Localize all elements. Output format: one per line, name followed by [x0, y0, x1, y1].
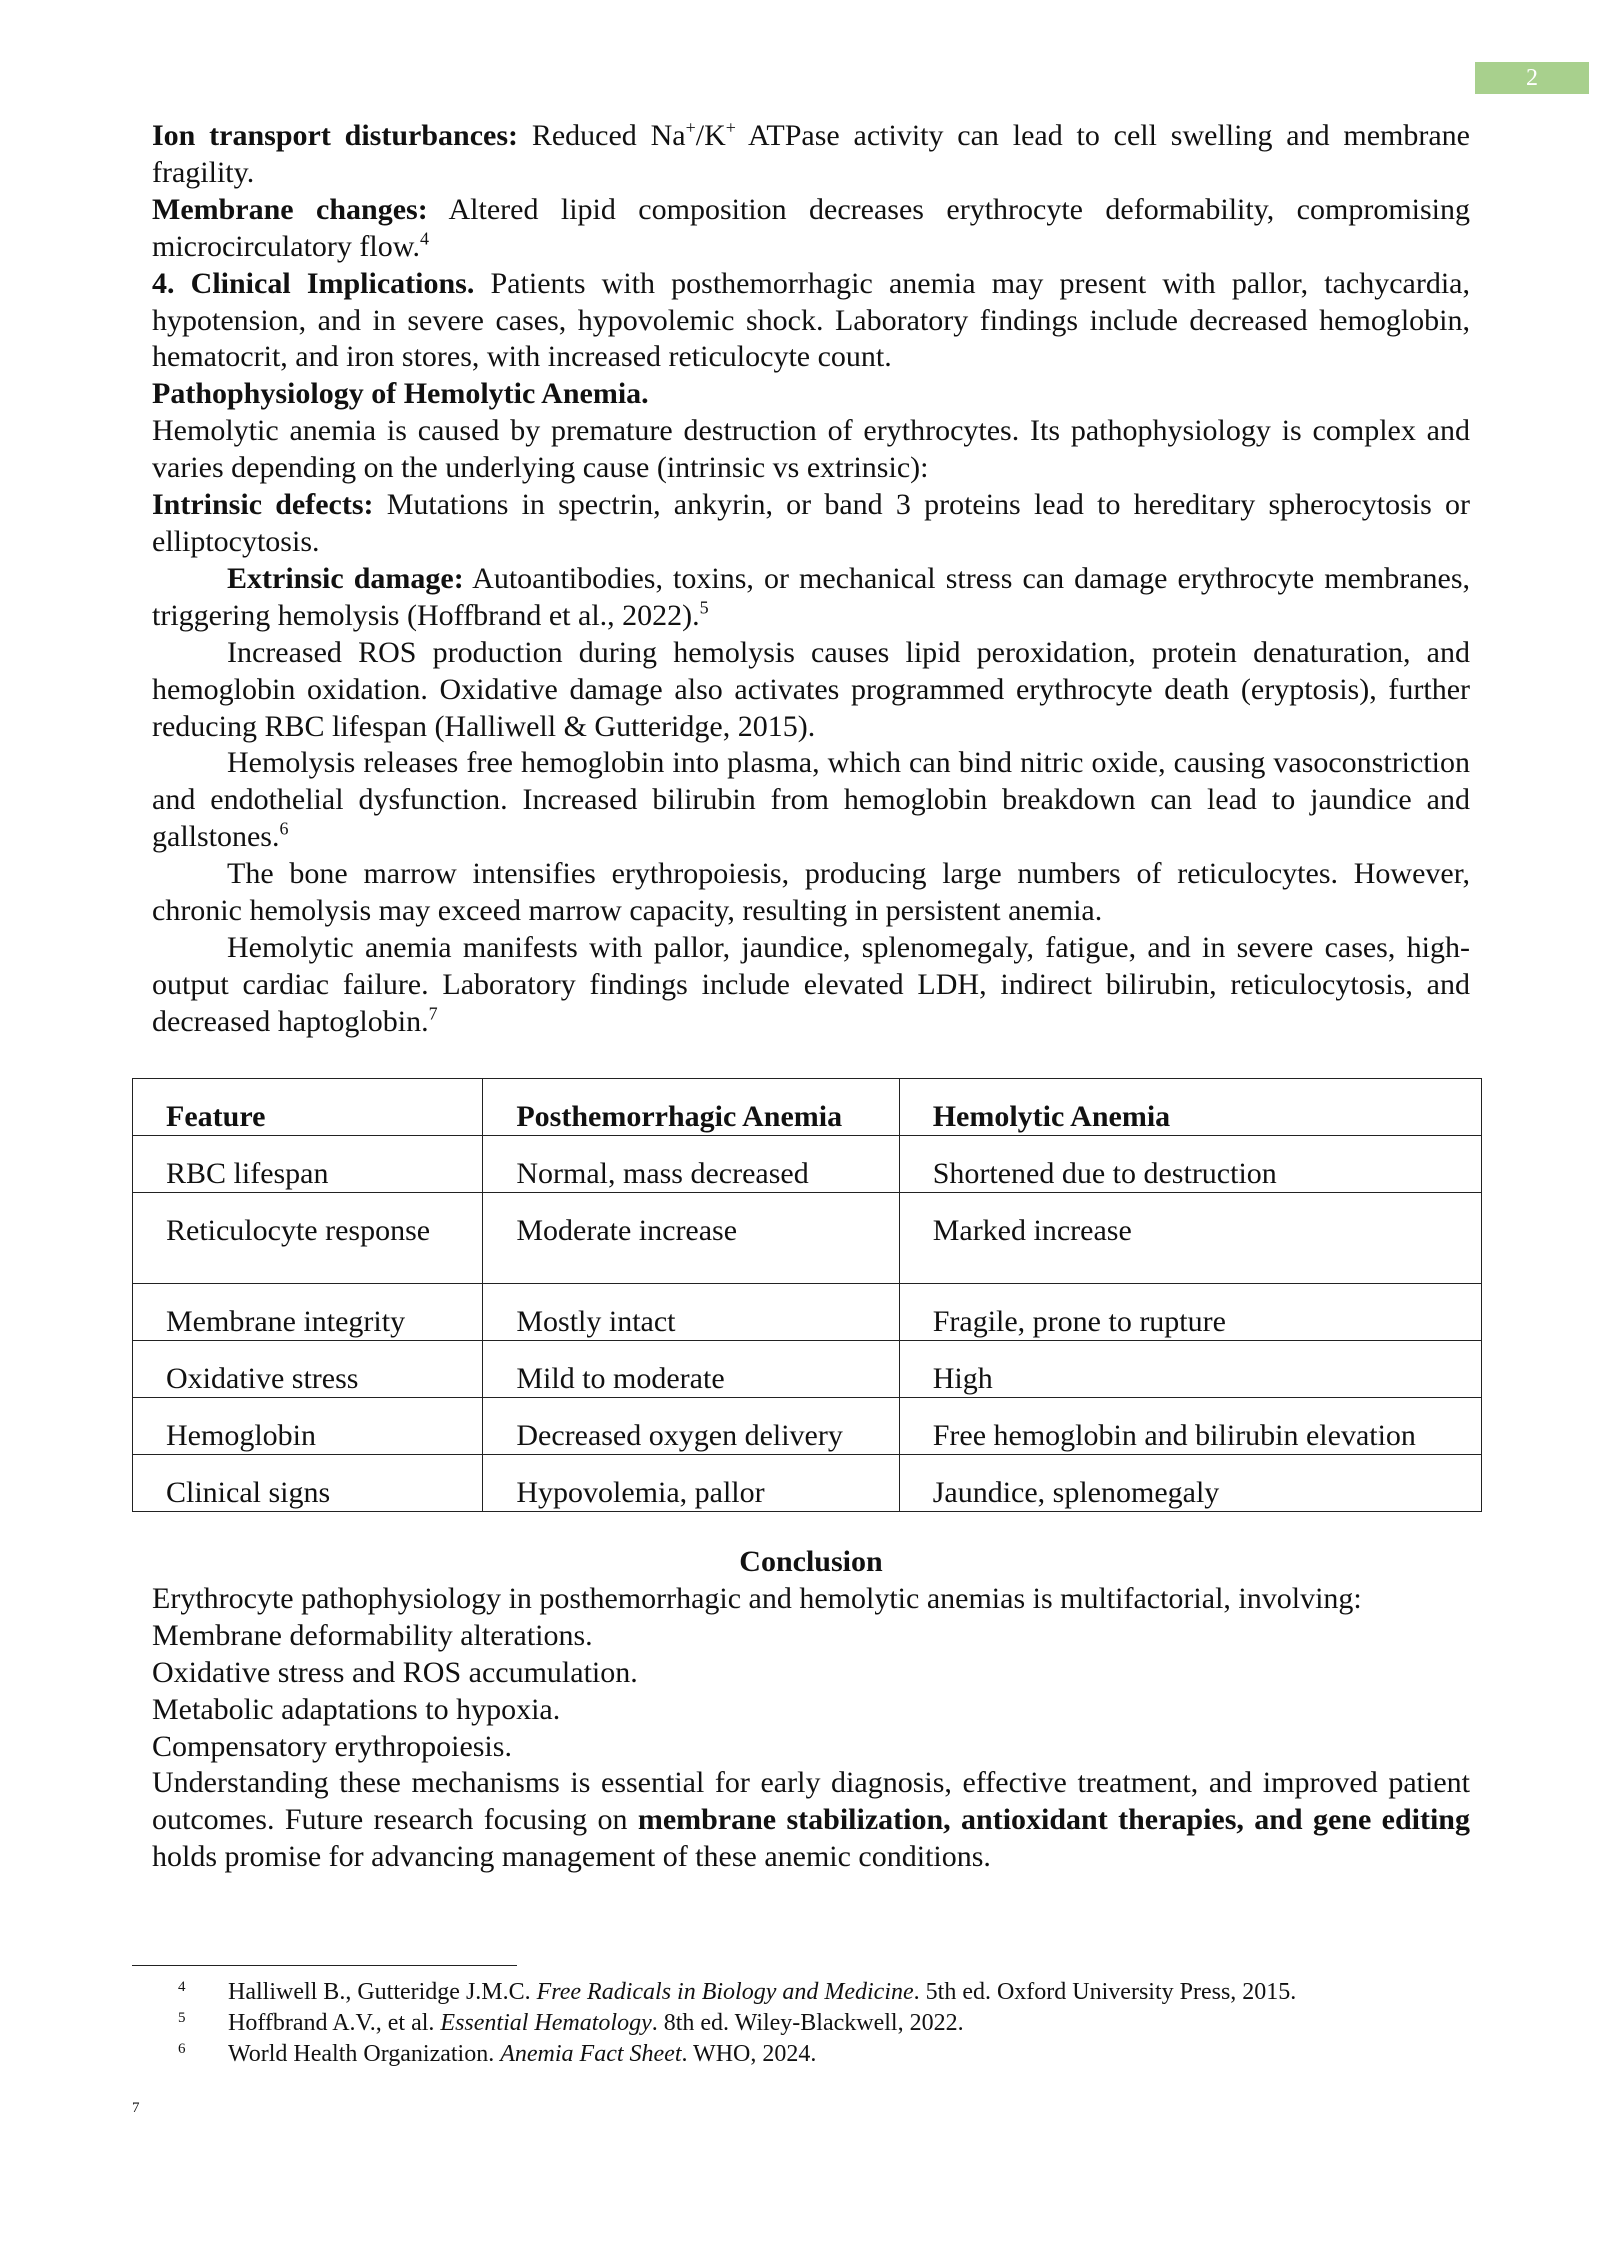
conclusion-point: Metabolic adaptations to hypoxia. — [152, 1692, 561, 1726]
conclusion-title: Conclusion — [739, 1545, 883, 1578]
paragraph-ion-transport — [152, 118, 1470, 192]
table-row — [133, 1193, 1482, 1284]
table-cell: Moderate increase — [483, 1193, 899, 1284]
conclusion-intro: Erythrocyte pathophysiology in posthemorrhagic and hemolytic anemias is multifactorial, involving: — [152, 1581, 1362, 1615]
comparison-table — [132, 1078, 1482, 1512]
ion-text-3: ATPase activity can lead to cell swelling and membrane fragility. — [152, 119, 1470, 189]
paragraph-intrinsic-defects — [152, 487, 1470, 561]
conclusion-section — [152, 1544, 1470, 1876]
body-text — [152, 118, 1470, 1041]
table-row — [133, 1398, 1482, 1455]
table-row — [133, 1341, 1482, 1398]
conclusion-closing: Understanding these mechanisms is essential for early diagnosis, effective treatment, and improved patient outcomes. Future research focusing on membrane stabilization, antioxidant therapies, and gene editing holds promise for advancing management of these anemic conditions. — [152, 1766, 1470, 1874]
table-header-row — [133, 1079, 1482, 1136]
footnote-mark-orphan: 7 — [132, 2100, 140, 2116]
paragraph-marrow: The bone marrow intensifies erythropoiesis, producing large numbers of reticulocytes. However, chronic hemolysis may exceed marrow capacity, resulting in persistent anemia. — [152, 857, 1470, 928]
ion-label: Ion transport disturbances: — [152, 119, 518, 152]
footnote-mark: 4 — [178, 1979, 186, 1995]
table-cell: Reticulocyte response — [133, 1193, 483, 1284]
table-cell: RBC lifespan — [133, 1136, 483, 1193]
membrane-label: Membrane changes: — [152, 192, 428, 226]
conclusion-point: Compensatory erythropoiesis. — [152, 1729, 512, 1763]
footnotes — [178, 1977, 1478, 2070]
table-cell: Mostly intact — [483, 1284, 899, 1341]
table-cell: Marked increase — [899, 1193, 1481, 1284]
table-header-cell: Hemolytic Anemia — [899, 1079, 1481, 1136]
hemolysis-text: Hemolysis releases free hemoglobin into plasma, which can bind nitric oxide, causing vasoconstriction and endothelial dysfunction. Increased bilirubin from hemoglobin breakdown can lead to jaundice and gallstones. — [152, 746, 1470, 854]
footnote-item — [178, 1977, 1478, 2008]
footnote-ref-4[interactable]: 4 — [419, 228, 429, 249]
table-cell: Clinical signs — [133, 1455, 483, 1512]
paragraph-hemolysis — [152, 745, 1470, 856]
membrane-text: Altered lipid composition decreases erythrocyte deformability, compromising microcirculatory flow. — [152, 192, 1470, 263]
footnote-ref-5[interactable]: 5 — [699, 597, 709, 618]
manifest-text: Hemolytic anemia manifests with pallor, jaundice, splenomegaly, fatigue, and in severe cases, high-output cardiac failure. Laboratory findings include elevated LDH, indirect bilirubin, reticulocytosis, and decreased haptoglobin. — [152, 930, 1470, 1038]
footnote-ref-6[interactable]: 6 — [279, 818, 289, 839]
paragraph-extrinsic-damage — [152, 561, 1470, 635]
footnote-item — [178, 2008, 1478, 2039]
extrinsic-label: Extrinsic damage: — [227, 561, 464, 595]
table-cell: Mild to moderate — [483, 1341, 899, 1398]
table-header-cell: Feature — [133, 1079, 483, 1136]
table-cell: Decreased oxygen delivery — [483, 1398, 899, 1455]
table-cell: Oxidative stress — [133, 1341, 483, 1398]
intrinsic-text: Mutations in spectrin, ankyrin, or band 3 proteins lead to hereditary spherocytosis or elliptocytosis. — [152, 488, 1470, 558]
ion-sup-2: + — [725, 117, 736, 138]
intrinsic-label: Intrinsic defects: — [152, 488, 374, 522]
page-number-badge: 2 — [1475, 62, 1589, 94]
paragraph-manifestations — [152, 930, 1470, 1041]
conclusion-point: Oxidative stress and ROS accumulation. — [152, 1655, 638, 1689]
table-cell: Hypovolemia, pallor — [483, 1455, 899, 1512]
ion-text-1: Reduced Na — [518, 119, 686, 152]
footnote-divider — [132, 1965, 517, 1966]
table-row — [133, 1284, 1482, 1341]
footnote-text: Hoffbrand A.V., et al. Essential Hematology. 8th ed. Wiley-Blackwell, 2022. — [228, 2010, 964, 2036]
footnote-text: World Health Organization. Anemia Fact Sheet. WHO, 2024. — [228, 2041, 817, 2067]
extrinsic-text: Autoantibodies, toxins, or mechanical stress can damage erythrocyte membranes, triggering hemolysis (Hoffbrand et al., 2022). — [152, 561, 1471, 632]
conclusion-point: Membrane deformability alterations. — [152, 1618, 593, 1652]
table-cell: Hemoglobin — [133, 1398, 483, 1455]
footnote-ref-7[interactable]: 7 — [428, 1003, 438, 1024]
paragraph-hemolytic-intro: Hemolytic anemia is caused by premature destruction of erythrocytes. Its pathophysiology is complex and varies depending on the underlying cause (intrinsic vs extrinsic): — [152, 414, 1470, 485]
table-cell: Shortened due to destruction — [899, 1136, 1481, 1193]
heading-hemolytic-pathophysiology: Pathophysiology of Hemolytic Anemia. — [152, 377, 649, 411]
ion-sup-1: + — [685, 117, 696, 138]
paragraph-membrane-changes — [152, 192, 1470, 266]
table-cell: Membrane integrity — [133, 1284, 483, 1341]
clinical-label: 4. Clinical Implications. — [152, 266, 475, 300]
table-row — [133, 1455, 1482, 1512]
table-cell: Free hemoglobin and bilirubin elevation — [899, 1398, 1481, 1455]
footnote-mark: 5 — [178, 2010, 186, 2026]
footnote-text: Halliwell B., Gutteridge J.M.C. Free Radicals in Biology and Medicine. 5th ed. Oxford University Press, 2015. — [228, 1979, 1297, 2005]
table-cell: Normal, mass decreased — [483, 1136, 899, 1193]
footnote-mark: 6 — [178, 2041, 186, 2057]
table-cell: Jaundice, splenomegaly — [899, 1455, 1481, 1512]
conclusion-emphasis: membrane stabilization, antioxidant therapies, and gene editing — [637, 1803, 1470, 1837]
footnote-item — [178, 2039, 1478, 2070]
paragraph-clinical-implications — [152, 266, 1470, 377]
table-cell: High — [899, 1341, 1481, 1398]
table-cell: Fragile, prone to rupture — [899, 1284, 1481, 1341]
table-row — [133, 1136, 1482, 1193]
paragraph-ros: Increased ROS production during hemolysis causes lipid peroxidation, protein denaturation, and hemoglobin oxidation. Oxidative damage also activates programmed erythrocyte death (eryptosis), further reducing RBC lifespan (Halliwell & Gutteridge, 2015). — [152, 635, 1470, 743]
clinical-text: Patients with posthemorrhagic anemia may present with pallor, tachycardia, hypotension, and in severe cases, hypovolemic shock. Laboratory findings include decreased hemoglobin, hematocrit, and iron stores, with increased reticulocyte count. — [152, 266, 1470, 374]
table-header-cell: Posthemorrhagic Anemia — [483, 1079, 899, 1136]
ion-text-2: /K — [695, 119, 726, 152]
